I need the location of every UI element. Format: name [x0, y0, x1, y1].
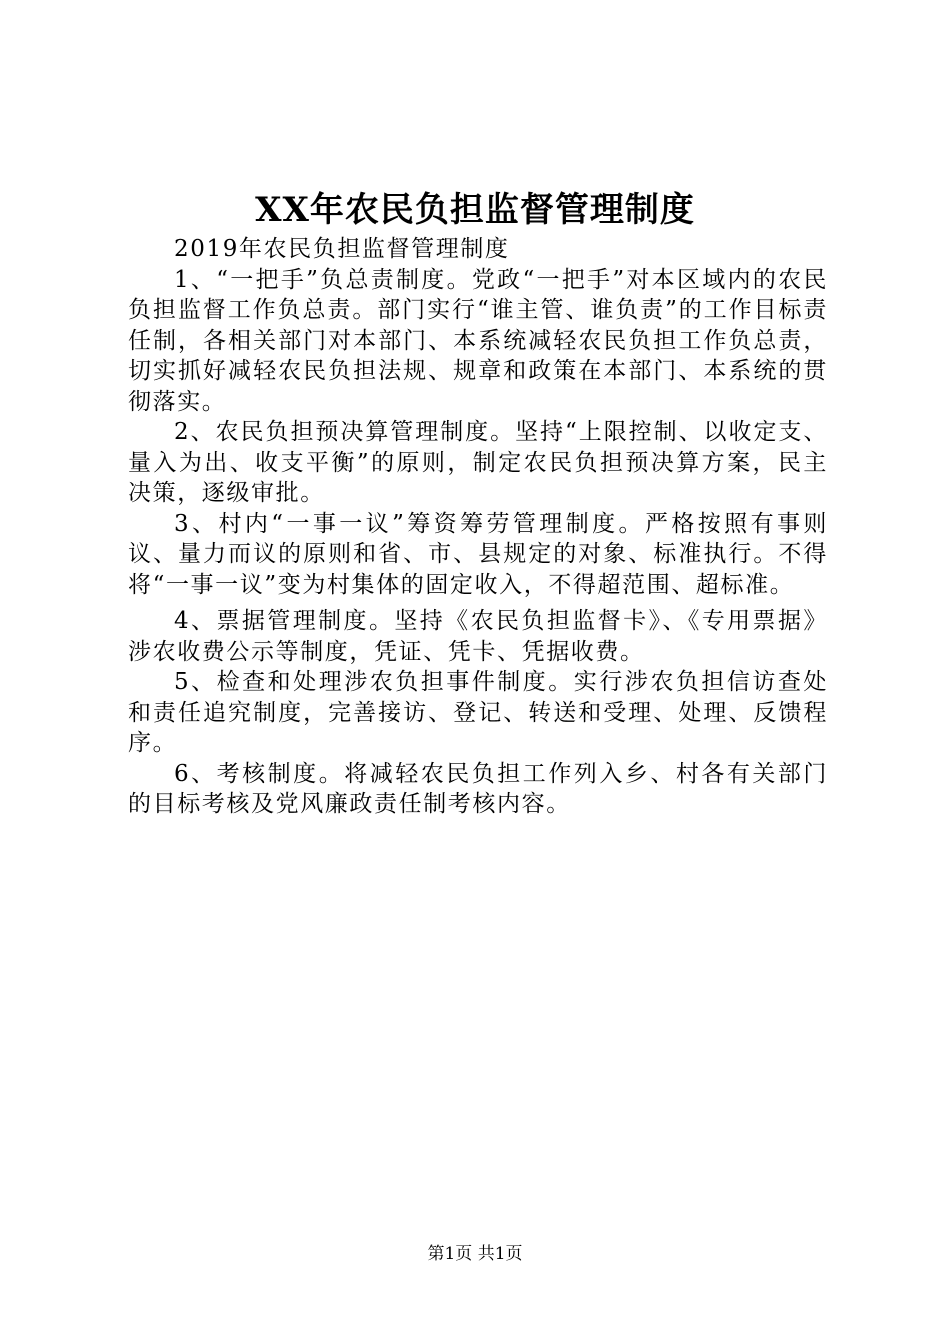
- document-body: [128, 234, 828, 820]
- paragraph-item-4: 4、票据管理制度。坚持《农民负担监督卡》、《专用票据》涉农收费公示等制度，凭证、凭卡、凭据收费。: [128, 608, 828, 665]
- paragraph-item-6: 6、考核制度。将减轻农民负担工作列入乡、村各有关部门的目标考核及党风廉政责任制考核内容。: [128, 760, 828, 817]
- document-title: XX年农民负担监督管理制度: [255, 190, 695, 230]
- paragraph-item-3: 3、村内“一事一议”筹资筹劳管理制度。严格按照有事则议、量力而议的原则和省、市、县规定的对象、标准执行。不得将“一事一议”变为村集体的固定收入，不得超范围、超标准。: [128, 510, 828, 598]
- paragraph-item-1: 1、“一把手”负总责制度。党政“一把手”对本区域内的农民负担监督工作负总责。部门实行“谁主管、谁负责”的工作目标责任制，各相关部门对本部门、本系统减轻农民负担工作负总责，切实抓好减轻农民负担法规、规章和政策在本部门、本系统的贯彻落实。: [128, 266, 828, 415]
- paragraph-item-2: 2、农民负担预决算管理制度。坚持“上限控制、以收定支、量入为出、收支平衡”的原则，制定农民负担预决算方案，民主决策，逐级审批。: [128, 419, 828, 506]
- paragraph-subtitle: 2019年农民负担监督管理制度: [174, 236, 510, 262]
- page-footer: 第1页 共1页: [427, 1244, 523, 1264]
- paragraph-item-5: 5、检查和处理涉农负担事件制度。实行涉农负担信访查处和责任追究制度，完善接访、登记、转送和受理、处理、反馈程序。: [128, 669, 828, 756]
